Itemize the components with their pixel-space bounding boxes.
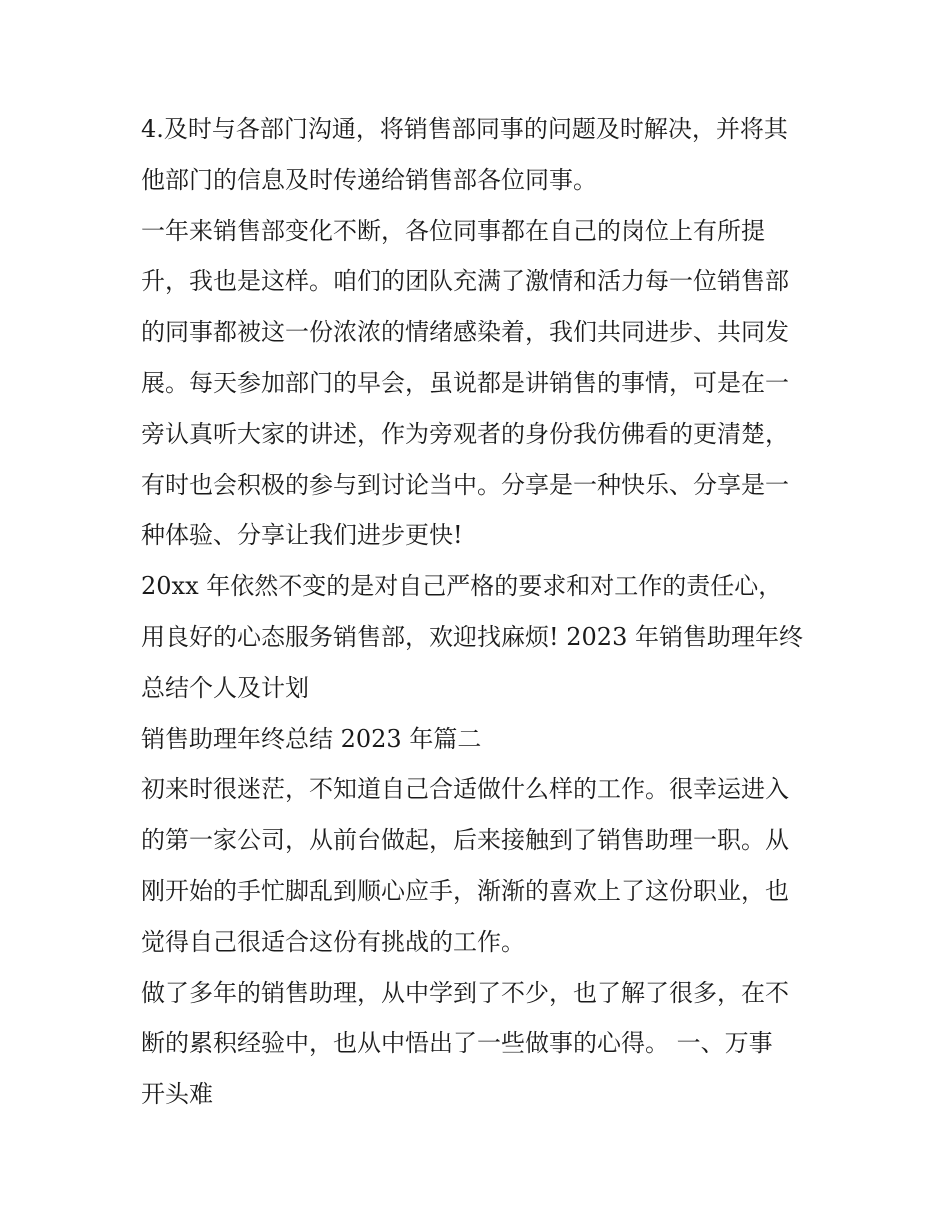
text-line: 种体验、分享让我们进步更快! [141,521,463,550]
text-line: 20xx 年依然不变的是对自己严格的要求和对工作的责任心， [141,572,783,601]
text-line: 断的累积经验中，也从中悟出了一些做事的心得。 一、万事 [141,1029,773,1058]
text-line: 的第一家公司，从前台做起，后来接触到了销售助理一职。从 [141,826,789,855]
document-body [141,104,821,1120]
text-line: 升，我也是这样。咱们的团队充满了激情和活力每一位销售部 [141,267,789,296]
text-line: 旁认真听大家的讲述，作为旁观者的身份我仿佛看的更清楚， [141,419,789,448]
text-line: 刚开始的手忙脚乱到顺心应手，渐渐的喜欢上了这份职业，也 [141,876,789,905]
text-line: 的同事都被这一份浓浓的情绪感染着，我们共同进步、共同发 [141,318,789,347]
text-line: 总结个人及计划 [141,673,309,702]
text-line: 一年来销售部变化不断，各位同事都在自己的岗位上有所提 [141,216,765,245]
text-line: 初来时很迷茫，不知道自己合适做什么样的工作。很幸运进入 [141,775,789,804]
section-heading: 销售助理年终总结 2023 年篇二 [141,724,482,753]
text-line: 展。每天参加部门的早会，虽说都是讲销售的事情，可是在一 [141,368,789,397]
text-line: 4.及时与各部门沟通，将销售部同事的问题及时解决，并将其 [141,115,788,143]
text-line: 用良好的心态服务销售部，欢迎找麻烦! 2023 年销售助理年终 [141,622,803,651]
text-line: 有时也会积极的参与到讨论当中。分享是一种快乐、分享是一 [141,470,789,499]
text-line: 做了多年的销售助理，从中学到了不少，也了解了很多，在不 [141,978,789,1007]
text-line: 他部门的信息及时传递给销售部各位同事。 [141,165,597,194]
text-line: 开头难 [141,1080,213,1109]
text-line: 觉得自己很适合这份有挑战的工作。 [141,927,525,956]
